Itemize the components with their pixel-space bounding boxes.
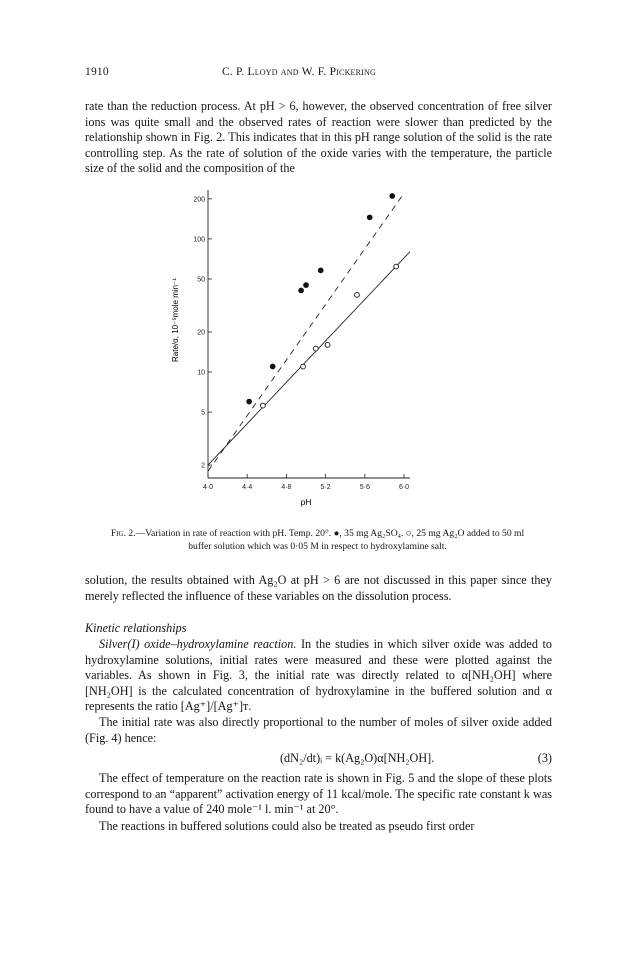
- filled-point: [270, 364, 275, 369]
- y-tick-label: 200: [193, 196, 205, 204]
- fit-line-dashed: [208, 196, 402, 471]
- filled-point: [367, 215, 372, 220]
- y-tick-label: 20: [197, 329, 205, 337]
- x-tick-label: 4·4: [242, 484, 253, 491]
- chart-points: [247, 194, 399, 408]
- figure-caption: [110, 528, 525, 553]
- chart-axes: [208, 190, 410, 478]
- y-tick-label: 50: [197, 276, 205, 284]
- y-tick-label: 5: [201, 409, 205, 417]
- equation-3: [85, 751, 552, 767]
- paragraph-4: The initial rate was also directly proportional to the number of moles of silver oxide added (Fig. 4) hence:: [85, 715, 552, 745]
- x-axis-label: pH: [300, 497, 312, 507]
- y-axis-label: Rate/α, 10⁻⁵mole min⁻¹: [171, 278, 180, 362]
- y-tick-label: 2: [201, 462, 205, 470]
- open-point: [325, 342, 330, 347]
- x-tick-label: 6·0: [398, 484, 410, 491]
- open-point: [260, 403, 265, 408]
- open-point: [394, 264, 399, 269]
- open-point: [313, 346, 318, 351]
- x-tick-label: 5·2: [320, 484, 331, 491]
- filled-point: [390, 194, 395, 199]
- x-tick-label: 4·0: [202, 484, 214, 491]
- caption-text: —Variation in rate of reaction with pH. Temp. 20°. ●, 35 mg Ag₂SO₄. ○, 25 mg Ag₂O added to 50 ml buffer solution which was 0·05 M in respect to hydroxylamine salt.: [135, 528, 525, 552]
- chart-fit-lines: [208, 196, 410, 471]
- paragraph-3-body: In the studies in which silver oxide was added to hydroxylamine solutions, initial rates were measured and these were plotted against the variables. As shown in Fig. 3, the initial rate was directly related to α[NH₂OH] where [NH₂OH] is the calculated concentration of hydroxylamine in the buffered solution and α represents the ratio [Ag⁺]/[Ag⁺]ᴛ.: [85, 637, 552, 714]
- equation-body: (dN₂/dt)ᵢ = k(Ag₂O)α[NH₂OH].: [280, 751, 435, 765]
- fit-line-solid: [208, 252, 410, 465]
- paragraph-3-title: Silver(I) oxide–hydroxylamine reaction.: [99, 637, 297, 651]
- paragraph-3: [85, 637, 552, 715]
- paragraph-2: solution, the results obtained with Ag₂O at pH > 6 are not discussed in this paper since they merely reflected the influence of these variables on the dissolution process.: [85, 573, 552, 603]
- x-tick-label: 5·6: [359, 484, 370, 491]
- x-tick-label: 4·8: [281, 484, 292, 491]
- paragraph-1: rate than the reduction process. At pH > 6, however, the observed concentration of free silver ions was quite small and the observed rates of reaction were slower than predicted by the relationship shown in Fig. 2. This indicates that in this pH range solution of the solid is the rate controlling step. As the rate of solution of the oxide varies with the temperature, the particle size of the solid and the composition of the: [85, 99, 552, 176]
- y-tick-label: 100: [193, 236, 205, 244]
- filled-point: [299, 288, 304, 293]
- filled-point: [247, 399, 252, 404]
- filled-point: [304, 283, 309, 288]
- paragraph-6: The reactions in buffered solutions could also be treated as pseudo first order: [99, 819, 475, 833]
- section-heading: Kinetic relationships: [85, 621, 187, 635]
- open-point: [301, 364, 306, 369]
- paragraph-5: The effect of temperature on the reaction rate is shown in Fig. 5 and the slope of these plots correspond to an “apparent” activation energy of 11 kcal/mole. The specific rate constant k was found to have a value of 240 mole⁻¹ l. min⁻¹ at 20°.: [85, 771, 552, 817]
- running-title: C. P. Lloyd and W. F. Pickering: [222, 66, 376, 78]
- filled-point: [318, 268, 323, 273]
- open-point: [355, 292, 360, 297]
- y-tick-label: 10: [197, 369, 205, 377]
- caption-label: Fig. 2.: [110, 528, 136, 539]
- equation-number: (3): [537, 751, 552, 765]
- page-number: 1910: [85, 66, 109, 78]
